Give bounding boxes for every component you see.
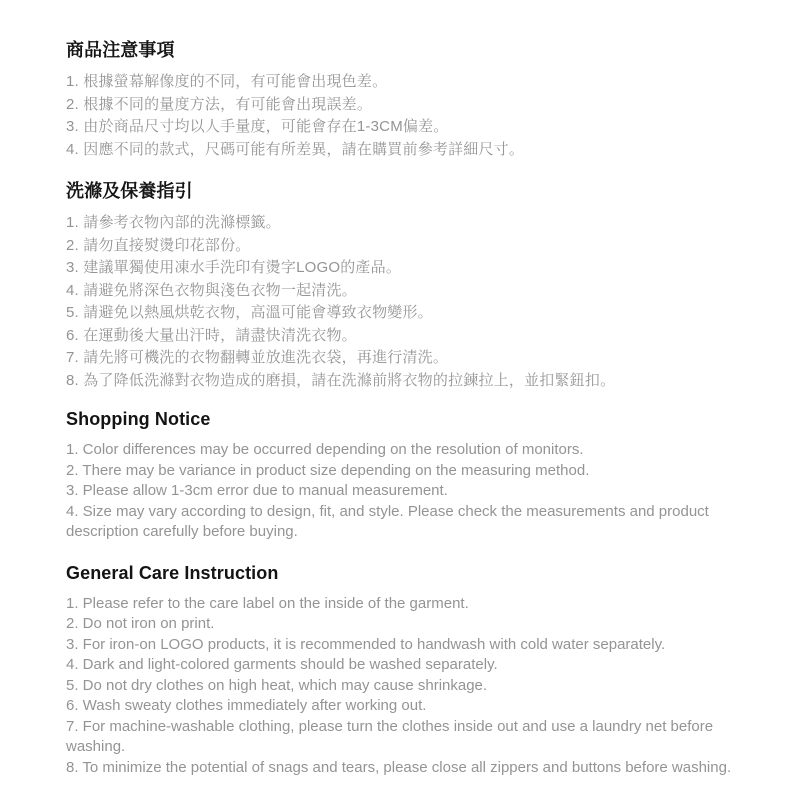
list-item: 3. 建議單獨使用凍水手洗印有燙字LOGO的產品。 bbox=[66, 259, 402, 276]
shopping-notice-list bbox=[66, 440, 766, 543]
list-item: 8. To minimize the potential of snags and tears, please close all zippers and buttons before washing. bbox=[66, 758, 732, 776]
list-item: 6. 在運動後大量出汗時，請盡快清洗衣物。 bbox=[66, 326, 357, 344]
list-item: 7. For machine-washable clothing, please turn the clothes inside out and use a laundry net before washing. bbox=[66, 717, 714, 755]
section-product-notes-zh bbox=[66, 39, 766, 161]
care-guide-zh-list bbox=[66, 212, 766, 392]
list-item: 1. Please refer to the care label on the inside of the garment. bbox=[66, 594, 469, 612]
section-title-care-guide-zh: 洗滌及保養指引 bbox=[66, 181, 193, 201]
section-general-care-en bbox=[66, 562, 766, 779]
list-item: 4. 因應不同的款式，尺碼可能有所差異，請在購買前參考詳細尺寸。 bbox=[66, 140, 525, 158]
section-title-product-notes-zh: 商品注意事項 bbox=[66, 40, 175, 60]
list-item: 2. 根據不同的量度方法，有可能會出現誤差。 bbox=[66, 95, 373, 113]
list-item: 5. Do not dry clothes on high heat, which may cause shrinkage. bbox=[66, 676, 488, 694]
list-item: 4. Size may vary according to design, fit, and style. Please check the measurements and product description carefully before buying. bbox=[66, 502, 709, 540]
list-item: 3. Please allow 1-3cm error due to manual measurement. bbox=[66, 482, 448, 499]
section-title-shopping-notice: Shopping Notice bbox=[66, 409, 211, 429]
list-item: 4. 請避免將深色衣物與淺色衣物一起清洗。 bbox=[66, 281, 357, 299]
list-item: 3. 由於商品尺寸均以人手量度，可能會存在1-3CM偏差。 bbox=[66, 118, 449, 135]
list-item: 1. Color differences may be occurred depending on the resolution of monitors. bbox=[66, 441, 584, 458]
list-item: 5. 請避免以熱風烘乾衣物，高溫可能會導致衣物變形。 bbox=[66, 304, 433, 321]
list-item: 8. 為了降低洗滌對衣物造成的磨損，請在洗滌前將衣物的拉鍊拉上，並扣緊鈕扣。 bbox=[66, 371, 616, 389]
list-item: 2. 請勿直接熨燙印花部份。 bbox=[66, 236, 251, 254]
list-item: 2. Do not iron on print. bbox=[66, 615, 215, 632]
list-item: 3. For iron-on LOGO products, it is recommended to handwash with cold water separately. bbox=[66, 635, 666, 653]
list-item: 1. 根據螢幕解像度的不同，有可能會出現色差。 bbox=[66, 73, 388, 90]
general-care-list bbox=[66, 594, 766, 779]
list-item: 7. 請先將可機洗的衣物翻轉並放進洗衣袋，再進行清洗。 bbox=[66, 349, 449, 366]
product-notes-zh-list bbox=[66, 71, 766, 161]
list-item: 4. Dark and light-colored garments should be washed separately. bbox=[66, 656, 498, 673]
section-title-general-care: General Care Instruction bbox=[66, 562, 279, 583]
section-shopping-notice-en bbox=[66, 408, 766, 543]
list-item: 2. There may be variance in product size depending on the measuring method. bbox=[66, 461, 590, 479]
list-item: 6. Wash sweaty clothes immediately after working out. bbox=[66, 697, 427, 714]
section-care-guide-zh bbox=[66, 180, 766, 392]
product-notice-page bbox=[66, 39, 766, 778]
list-item: 1. 請參考衣物內部的洗滌標籤。 bbox=[66, 214, 281, 231]
